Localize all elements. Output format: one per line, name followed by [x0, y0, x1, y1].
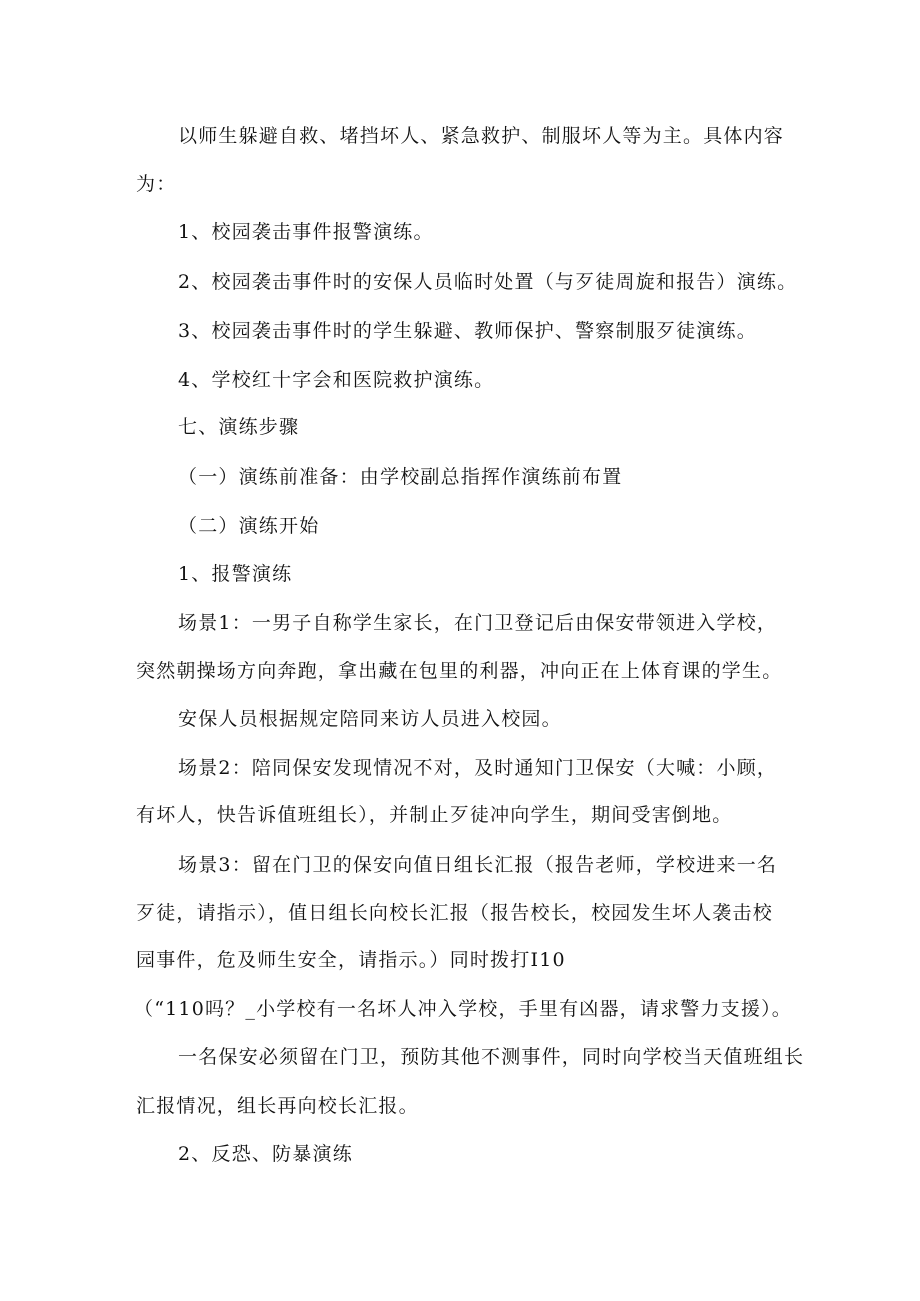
paragraph-line: 一名保安必须留在门卫，预防其他不测事件，同时向学校当天值班组长 — [178, 1046, 805, 1068]
paragraph-line: （“110吗？_小学校有一名坏人冲入学校，手里有凶器，请求警力支援）。 — [134, 998, 792, 1020]
paragraph-line: 场景2：陪同保安发现情况不对，及时通知门卫保安（大喊：小顾， — [178, 757, 778, 779]
list-item: 2、反恐、防暴演练 — [178, 1143, 353, 1165]
subsection-heading: （一）演练前准备：由学校副总指挥作演练前布置 — [178, 466, 623, 488]
list-item: 4、学校红十字会和医院救护演练。 — [178, 369, 495, 391]
paragraph-line: 场景1：一男子自称学生家长，在门卫登记后由保安带领进入学校， — [178, 612, 778, 634]
paragraph-line: 安保人员根据规定陪同来访人员进入校园。 — [178, 708, 562, 730]
paragraph-line: 歹徒，请指示），值日组长向校长汇报（报告校长，校园发生坏人袭击校 — [136, 902, 773, 924]
paragraph-line: 场景3：留在门卫的保安向值日组长汇报（报告老师，学校进来一名 — [178, 854, 778, 876]
paragraph-line: 园事件，危及师生安全，请指示。）同时拨打I10 — [136, 949, 566, 971]
list-item: 1、报警演练 — [178, 563, 293, 585]
paragraph-line: 突然朝操场方向奔跑，拿出藏在包里的利器，冲向正在上体育课的学生。 — [136, 660, 783, 682]
paragraph-line: 有坏人，快告诉值班组长），并制止歹徒冲向学生，期间受害倒地。 — [136, 804, 733, 826]
list-item: 2、校园袭击事件时的安保人员临时处置（与歹徒周旋和报告）演练。 — [178, 271, 798, 293]
list-item: 3、校园袭击事件时的学生躲避、教师保护、警察制服歹徒演练。 — [178, 320, 757, 342]
paragraph-line: 为： — [136, 173, 177, 195]
subsection-heading: （二）演练开始 — [178, 515, 320, 537]
paragraph-line: 以师生躲避自救、堵挡坏人、紧急救护、制服坏人等为主。具体内容 — [178, 125, 785, 147]
list-item: 1、校园袭击事件报警演练。 — [178, 221, 434, 243]
section-heading: 七、演练步骤 — [178, 416, 300, 438]
paragraph-line: 汇报情况，组长再向校长汇报。 — [136, 1095, 419, 1117]
